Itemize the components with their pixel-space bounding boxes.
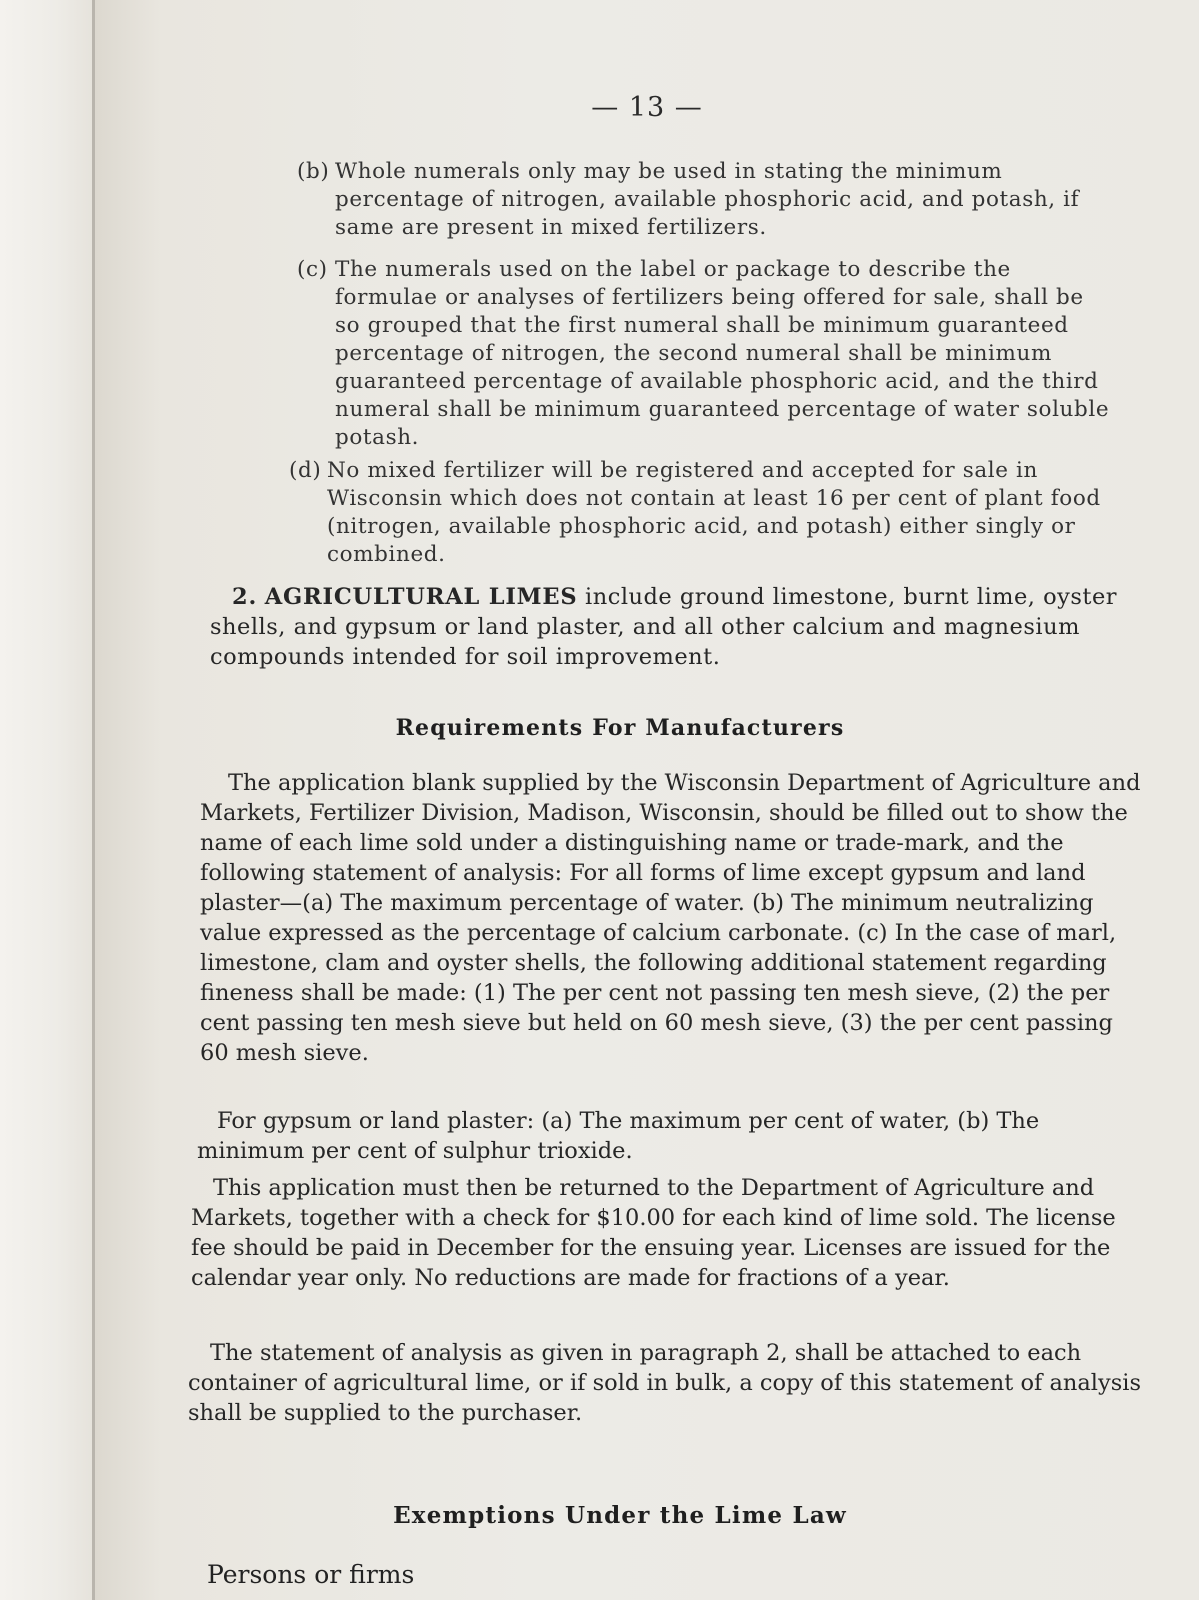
cut-off-paragraph: Persons or firms [207,1560,415,1589]
list-item-marker: (d) [289,458,322,483]
statement-paragraph: The statement of analysis as given in paragraph 2, shall be attached to each container of agricultural lime, or if sold in bulk, a copy of this statement of analysis shall be supplied to the purchaser. [188,1340,1141,1426]
list-item-marker: (b) [297,159,330,184]
section-number: 2. [232,584,258,610]
list-item-text: Whole numerals only may be used in stating the minimum percentage of nitrogen, available phosphoric acid, and potash, if same are present in mixed fertilizers. [335,159,1080,240]
section-text: include ground limestone, burnt lime, oyster shells, and gypsum or land plaster, and all other calcium and magnesium compounds intended for soil improvement. [210,584,1118,670]
list-item-marker: (c) [297,257,328,282]
section-lead: AGRICULTURAL LIMES [264,584,578,610]
gypsum-paragraph: For gypsum or land plaster: (a) The maximum per cent of water, (b) The minimum per cent of sulphur trioxide. [197,1108,1040,1164]
application-paragraph: The application blank supplied by the Wisconsin Department of Agriculture and Markets, Fertilizer Division, Madison, Wisconsin, should be filled out to show the name of each lime sold under a distinguishing name or trade-mark, and the following statement of analysis: For all forms of lime except gypsum and land plaster—(a) The maximum percentage of water. (b) The minimum neutralizing value expressed as the percentage of calcium carbonate. (c) In the case of marl, limestone, clam and oyster shells, the following additional statement regarding fineness shall be made: (1) The per cent not passing ten mesh sieve, (2) the per cent passing ten mesh sieve but held on 60 mesh sieve, (3) the per cent passing 60 mesh sieve. [200,770,1141,1066]
heading-exemptions-lime-law: Exemptions Under the Lime Law [393,1502,847,1529]
list-item-text: No mixed fertilizer will be registered and accepted for sale in Wisconsin which does not contain at least 16 per cent of plant food (nitrogen, available phosphoric acid, and potash) either singly or combined. [327,458,1101,567]
page-number: — 13 — [591,92,703,123]
facing-page-edge [0,0,95,1600]
list-item-text: The numerals used on the label or package to describe the formulae or analyses of fertilizers being offered for sale, shall be so grouped that the first numeral shall be minimum guaranteed percentage of nitrogen, the second numeral shall be minimum guaranteed percentage of available phosphoric acid, and the third numeral shall be minimum guaranteed percentage of water soluble potash. [335,257,1110,450]
agricultural-limes-paragraph [210,582,1130,672]
license-fee-paragraph: This application must then be returned to the Department of Agriculture and Markets, together with a check for $10.00 for each kind of lime sold. The license fee should be paid in December for the ensuing year. Licenses are issued for the calendar year only. No reductions are made for fractions of a year. [191,1175,1116,1291]
document-page [95,0,1199,1600]
list-item-d [289,457,1122,569]
heading-requirements-manufacturers: Requirements For Manufacturers [395,715,845,741]
list-item-b [297,158,1105,242]
list-item-c [297,256,1115,452]
